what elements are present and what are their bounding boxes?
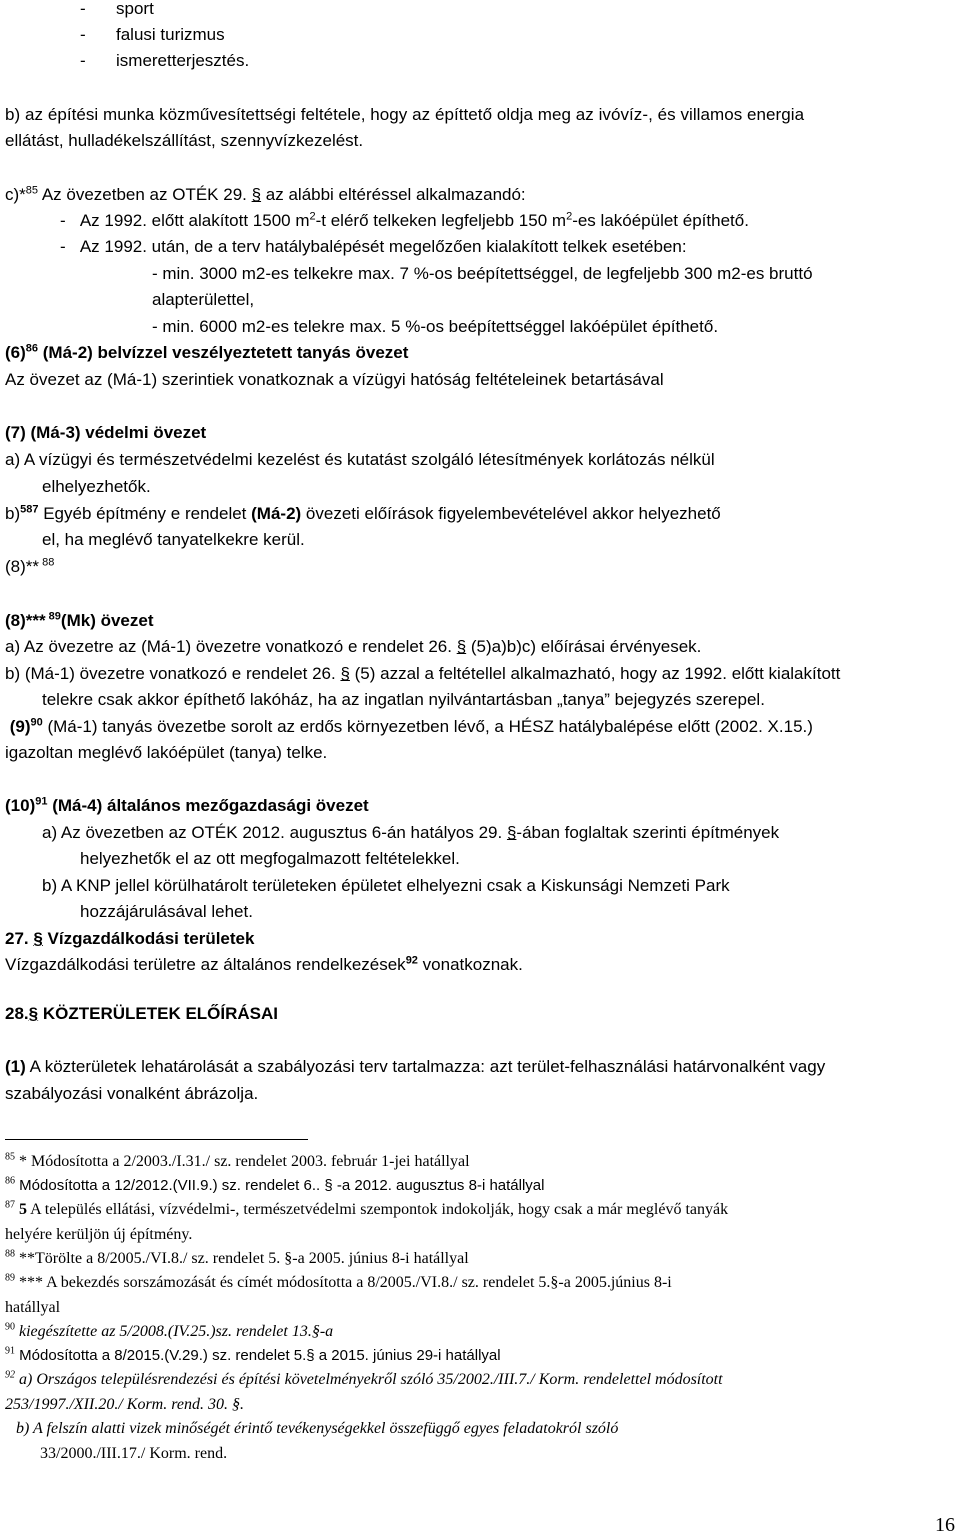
paragraph-c-sub1-cont: alapterülettel, (152, 290, 255, 309)
section-8b-heading: (8)*** $^{89}$(Mk) övezet (5, 610, 154, 630)
footnote-92-b-cont: 33/2000./III.17./ Korm. rend. (40, 1445, 228, 1462)
footnote-88: $^{88}$ **Törölte a 8/2005./VI.8./ sz. rendelet 5. §-a 2005. június 8-i hatállyal (5, 1248, 469, 1267)
section-10-heading: $(10)^{91}$ (Má-4) általános mezőgazdasági övezet (5, 795, 369, 815)
footnote-separator (5, 1139, 308, 1140)
section-7-b: b)$^{587}$ Egyéb építmény e rendelet (Má-2) övezeti előírások figyelembevételével akkor helyezhető (5, 503, 721, 523)
section-9-cont: igazoltan meglévő lakóépület (tanya) telke. (5, 743, 328, 762)
heading-28: 28.§ KÖZTERÜLETEK ELŐÍRÁSAI (5, 1004, 279, 1023)
paragraph-28-cont: szabályozási vonalként ábrázolja. (5, 1084, 259, 1103)
section-7-heading: (7) (Má-3) védelmi övezet (5, 423, 207, 442)
list-item: sport (116, 0, 154, 18)
paragraph-c-sub2: - min. 6000 m2-es telekre max. 5 %-os beépítettséggel lakóépület építhető. (152, 317, 719, 336)
list-dash: - (80, 25, 86, 44)
paragraph-27: Vízgazdálkodási területre az általános rendelkezések$^{92}$ vonatkoznak. (5, 954, 523, 974)
footnote-89: $^{89}$ *** A bekezdés sorszámozását és címét módosította a 8/2005./VI.8./ sz. rendelet 5.§-a 2005.június 8-i (5, 1272, 672, 1291)
list-item: falusi turizmus (116, 25, 225, 44)
section-7-b-cont: el, ha meglévő tanyatelkekre kerül. (42, 530, 305, 549)
section-8b-b-cont: telekre csak akkor építhető lakóház, ha az ingatlan nyilvántartásban „tanya” bejegyzés szerepel. (42, 690, 765, 709)
section-7-a-cont: elhelyezhetők. (42, 477, 151, 496)
footnote-92-b: b) A felszín alatti vizek minőségét érintő tevékenységekkel összefüggő egyes feladatokról szóló (16, 1420, 619, 1437)
section-8b-b: b) (Má-1) övezetre vonatkozó e rendelet 26. § (5) azzal a feltétellel alkalmazható, hogy az 1992. előtt kialakított (5, 664, 841, 683)
section-6-heading: $(6)^{86}$ (Má-2) belvízzel veszélyeztetett tanyás övezet (5, 342, 409, 362)
section-9: $(9)^{90}$ (Má-1) tanyás övezetbe sorolt az erdős környezetben lévő, a HÉSZ hatálybalépése előtt (2002. X.15.) (9, 716, 813, 736)
section-10-a-cont: helyezhetők el az ott megfogalmazott feltételekkel. (80, 849, 460, 868)
paragraph-28: (1) A közterületek lehatárolását a szabályozási terv tartalmazza: azt terület-felhasználási határvonalként vagy (5, 1057, 826, 1076)
list-dash: - (80, 51, 86, 70)
list-dash: - (80, 0, 86, 18)
section-10-a: a) Az övezetben az OTÉK 2012. augusztus 6-án hatályos 29. §-ában foglaltak szerinti építmények (42, 823, 780, 842)
footnote-92: $^{92}$ a) Országos településrendezési és építési követelményekről szóló 35/2002./III.7./ Korm. rendelettel módosított (5, 1369, 723, 1388)
section-10-b: b) A KNP jellel körülhatárolt területeken épületet elhelyezni csak a Kiskunsági Nemzeti Park (42, 876, 730, 895)
section-7-a: a) A vízügyi és természetvédelmi kezelést és kutatást szolgáló létesítmények korlátozás nélkül (5, 450, 715, 469)
section-8b-a: a) Az övezetre az (Má-1) övezetre vonatkozó e rendelet 26. § (5)a)b)c) előírásai érvényesek. (5, 637, 702, 656)
footnote-85: $^{85}$ * Módosította a 2/2003./I.31./ sz. rendelet 2003. február 1-jei hatállyal (5, 1151, 470, 1170)
paragraph-b-cont: ellátást, hulladékelszállítást, szennyvízkezelést. (5, 131, 364, 150)
footnote-86: $^{86}$ Módosította a 12/2012.(VII.9.) sz. rendelet 6.. § -a 2012. augusztus 8-i hatállyal (5, 1175, 545, 1194)
footnote-90: $^{90}$ kiegészítette az 5/2008.(IV.25.)sz. rendelet 13.§-a (5, 1321, 334, 1340)
list-item: ismeretterjesztés. (116, 51, 250, 70)
footnote-89-cont: hatállyal (5, 1299, 61, 1316)
footnote-87: $^{87}$ 5 A település ellátási, vízvédelmi-, természetvédelmi szempontok indokolják, hogy csak a már meglévő tanyák (5, 1199, 729, 1218)
paragraph-c-item1: - Az 1992. előtt alakított 1500 $m^2-t$ elérő telkeken legfeljebb 150 $m^2-es$ lakóépület építhető. (60, 210, 749, 230)
heading-27: 27. § Vízgazdálkodási területek (5, 929, 255, 948)
paragraph-b: b) az építési munka közművesítettségi feltétele, hogy az építtető oldja meg az ivóvíz-, és villamos energia (5, 105, 805, 124)
section-6-text: Az övezet az (Má-1) szerintiek vonatkoznak a vízügyi hatóság feltételeinek betartásával (5, 370, 664, 389)
section-10-b-cont: hozzájárulásával lehet. (80, 902, 253, 921)
footnote-92-cont: 253/1997./XII.20./ Korm. rend. 30. §. (5, 1396, 244, 1413)
paragraph-c: c)*$^{85}$ Az övezetben az OTÉK 29. § az alábbi eltéréssel alkalmazandó: (5, 184, 526, 204)
footnote-87-cont: helyére kerüljön új építmény. (5, 1226, 193, 1243)
footnote-91: $^{91}$ Módosította a 8/2015.(V.29.) sz. rendelet 5.§ a 2015. június 29-i hatállyal (5, 1345, 501, 1364)
section-8-heading: (8)** $^{88}$ (5, 556, 55, 576)
page-number: 16 (935, 1514, 955, 1536)
paragraph-c-item2: - Az 1992. után, de a terv hatálybalépését megelőzően kialakított telkek esetében: (60, 237, 687, 256)
paragraph-c-sub1: - min. 3000 m2-es telkekre max. 7 %-os beépítettséggel, de legfeljebb 300 m2-es bruttó (152, 264, 813, 283)
